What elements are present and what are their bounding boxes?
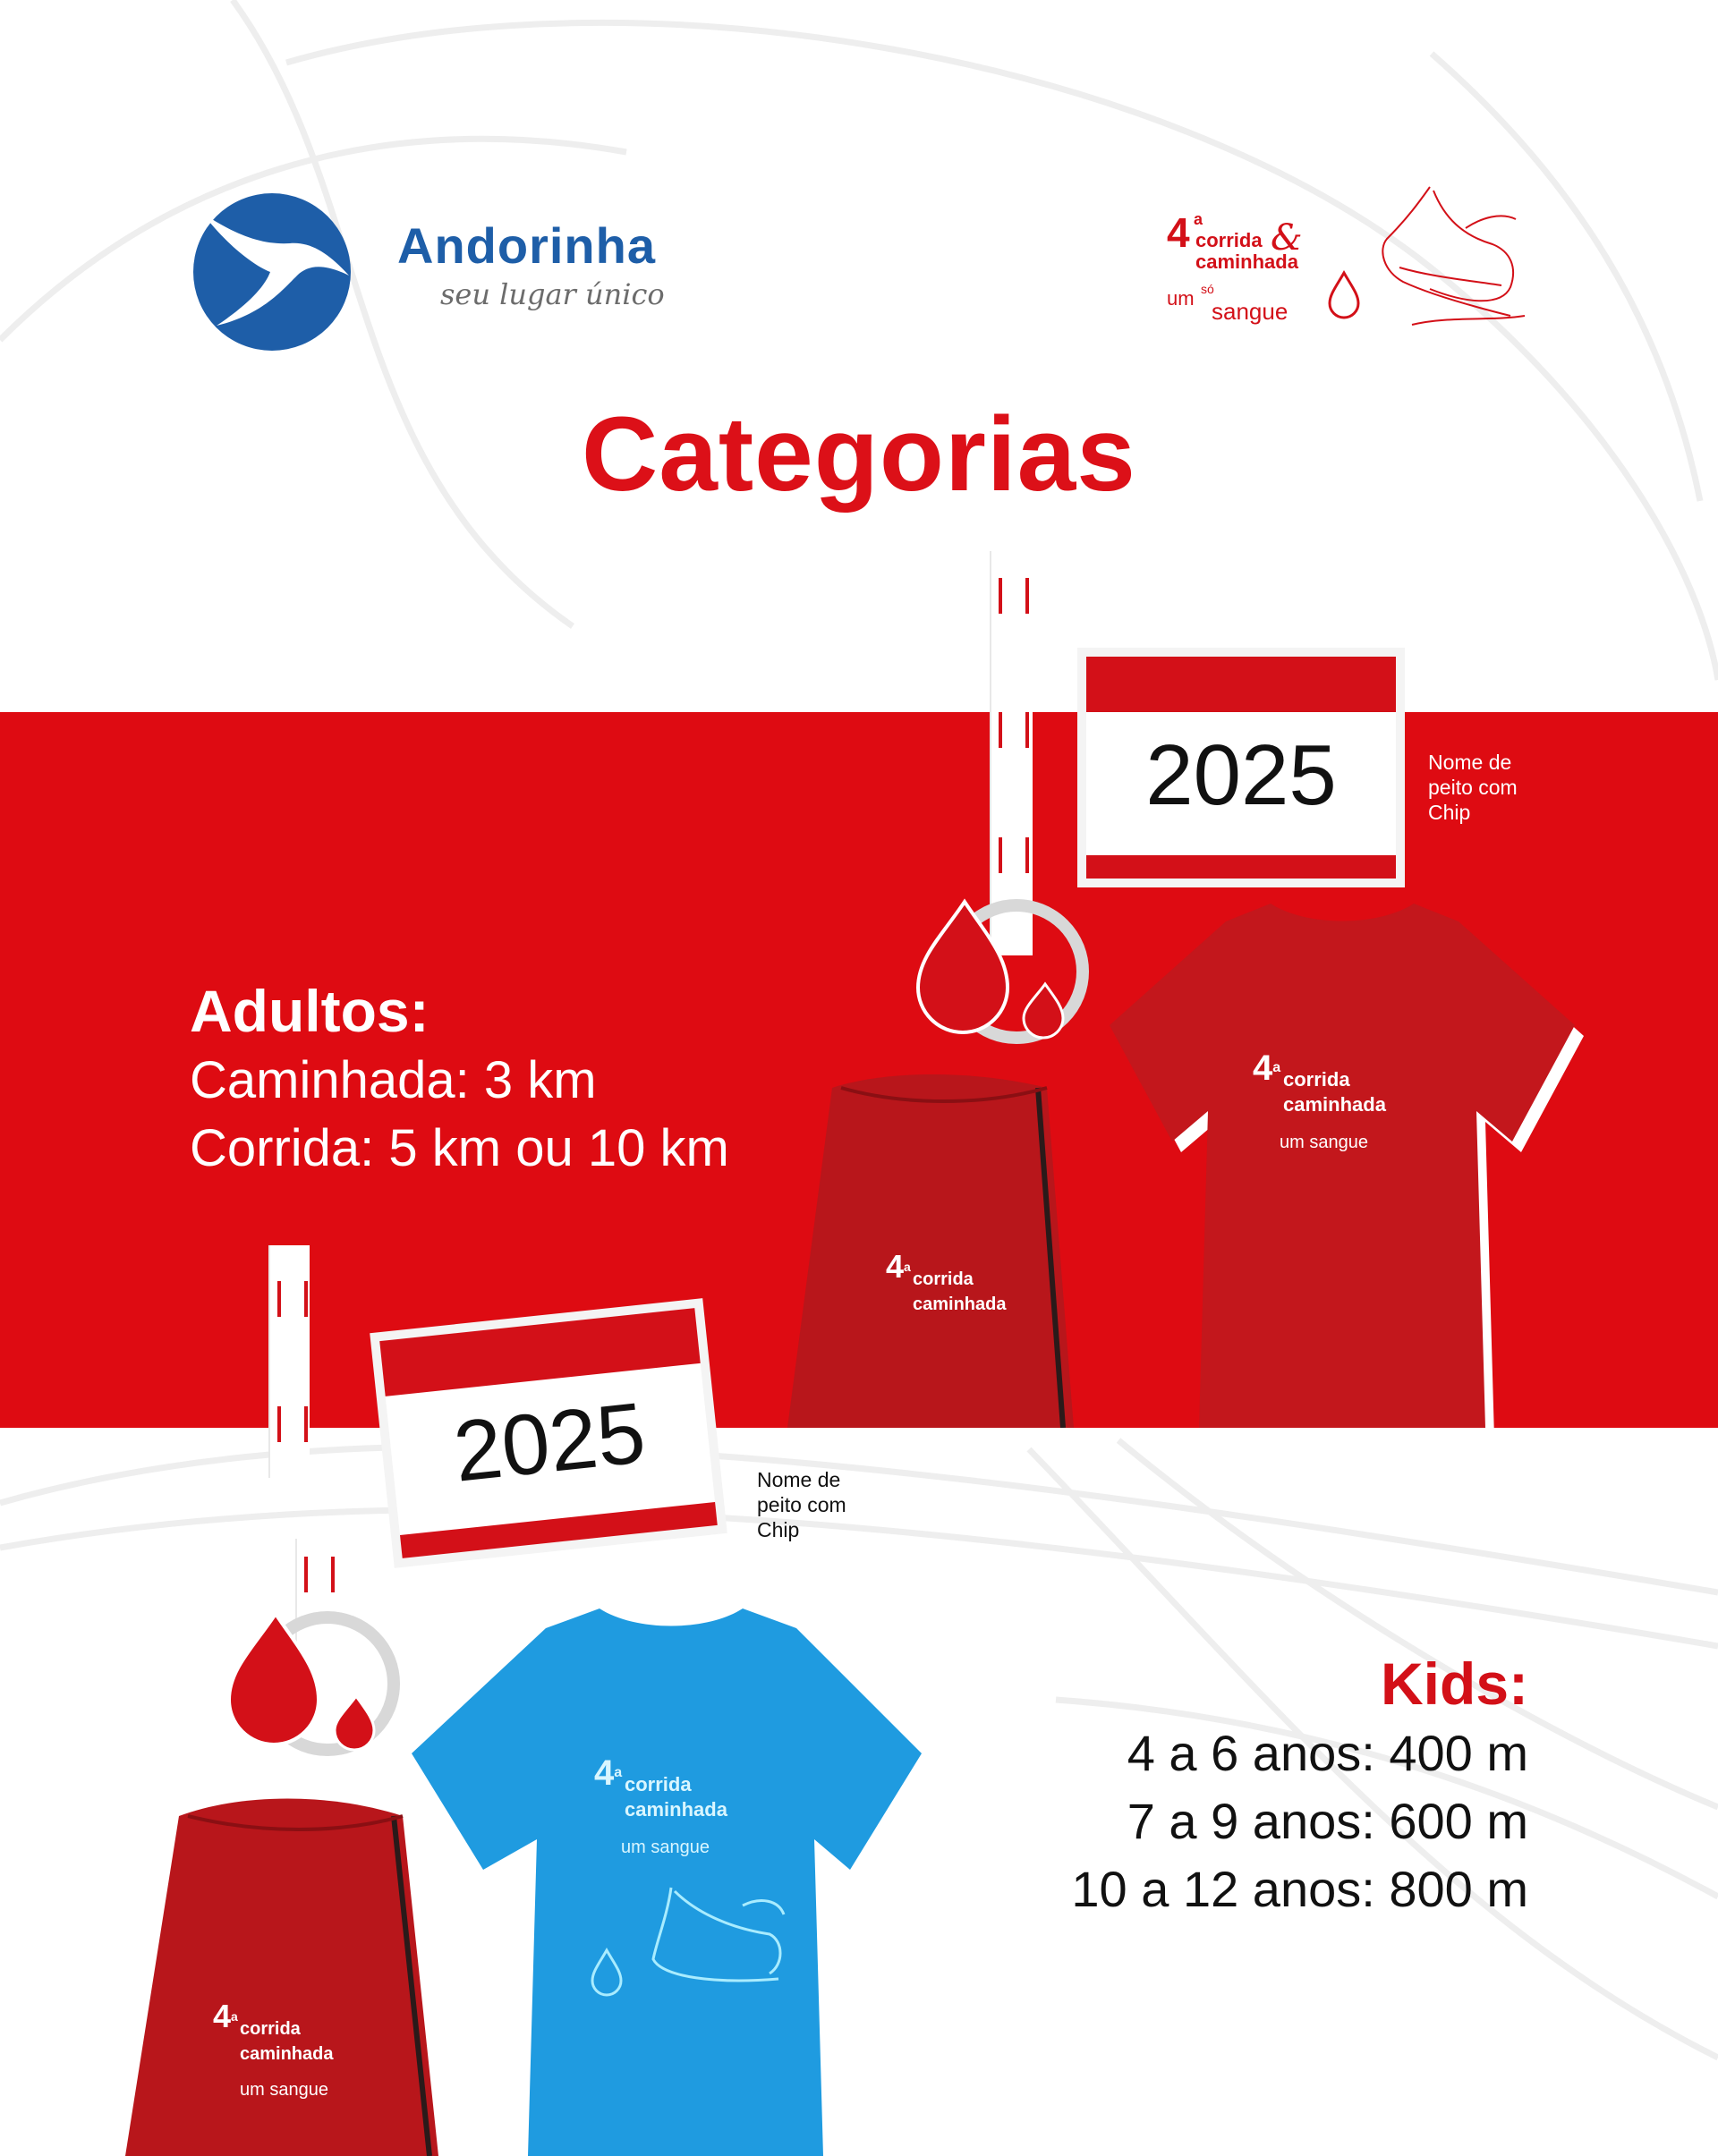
kids-shirt-drop-icon xyxy=(589,1947,625,1997)
adult-bag-print: 4a corrida caminhada xyxy=(886,1248,1007,1314)
adult-race-bib xyxy=(1086,657,1396,879)
kids-age-4-6: 4 a 6 anos: 400 m xyxy=(1127,1725,1528,1781)
adult-medal xyxy=(911,895,1090,1074)
kids-shirt-shoe-icon xyxy=(644,1879,787,1995)
event-line2: caminhada xyxy=(1195,250,1298,273)
bib-year: 2025 xyxy=(1145,727,1337,823)
adult-bib-note: Nome de peito com Chip xyxy=(1428,751,1518,824)
kids-categories xyxy=(1071,1648,1528,1923)
kids-age-7-9: 7 a 9 anos: 600 m xyxy=(1127,1793,1528,1849)
adult-shirt xyxy=(1092,891,1593,1428)
andorinha-logo xyxy=(190,190,691,360)
adult-drawstring-bag xyxy=(778,1070,1083,1428)
event-logo xyxy=(1136,174,1530,344)
event-number: 4 xyxy=(1167,209,1190,256)
kids-medal xyxy=(222,1607,401,1786)
event-superscript: a xyxy=(1194,210,1203,228)
kids-medal-lanyard xyxy=(268,1245,310,1478)
kids-race-bib xyxy=(379,1308,718,1558)
swallow-bird-icon xyxy=(190,190,354,354)
page-title: Categorias xyxy=(582,395,1136,514)
kids-bag-print: 4a corrida caminhada um sangue xyxy=(213,1998,334,2100)
bib-year: 2025 xyxy=(449,1385,650,1500)
running-shoe-icon xyxy=(1376,182,1528,334)
kids-bib-note: Nome de peito com Chip xyxy=(757,1468,846,1541)
adult-shirt-print: 4a corrida caminhada um sangue xyxy=(1253,1048,1386,1152)
kids-shirt-print: 4a corrida caminhada um sangue xyxy=(594,1753,727,1857)
brand-tagline: seu lugar único xyxy=(440,277,665,311)
event-ampersand: & xyxy=(1271,217,1303,259)
event-um: um xyxy=(1167,287,1195,310)
brand-name: Andorinha xyxy=(397,217,656,274)
event-so: só xyxy=(1201,282,1214,296)
adults-run-distance: Corrida: 5 km ou 10 km xyxy=(190,1119,729,1177)
blood-drop-icon xyxy=(1326,269,1362,319)
kids-age-10-12: 10 a 12 anos: 800 m xyxy=(1071,1861,1528,1917)
event-sangue: sangue xyxy=(1212,298,1288,325)
adults-walk-distance: Caminhada: 3 km xyxy=(190,1051,597,1109)
kids-title: Kids: xyxy=(1381,1651,1528,1717)
adults-categories xyxy=(190,975,729,1183)
adults-title: Adultos: xyxy=(190,978,430,1044)
event-line1: corrida xyxy=(1195,229,1263,251)
